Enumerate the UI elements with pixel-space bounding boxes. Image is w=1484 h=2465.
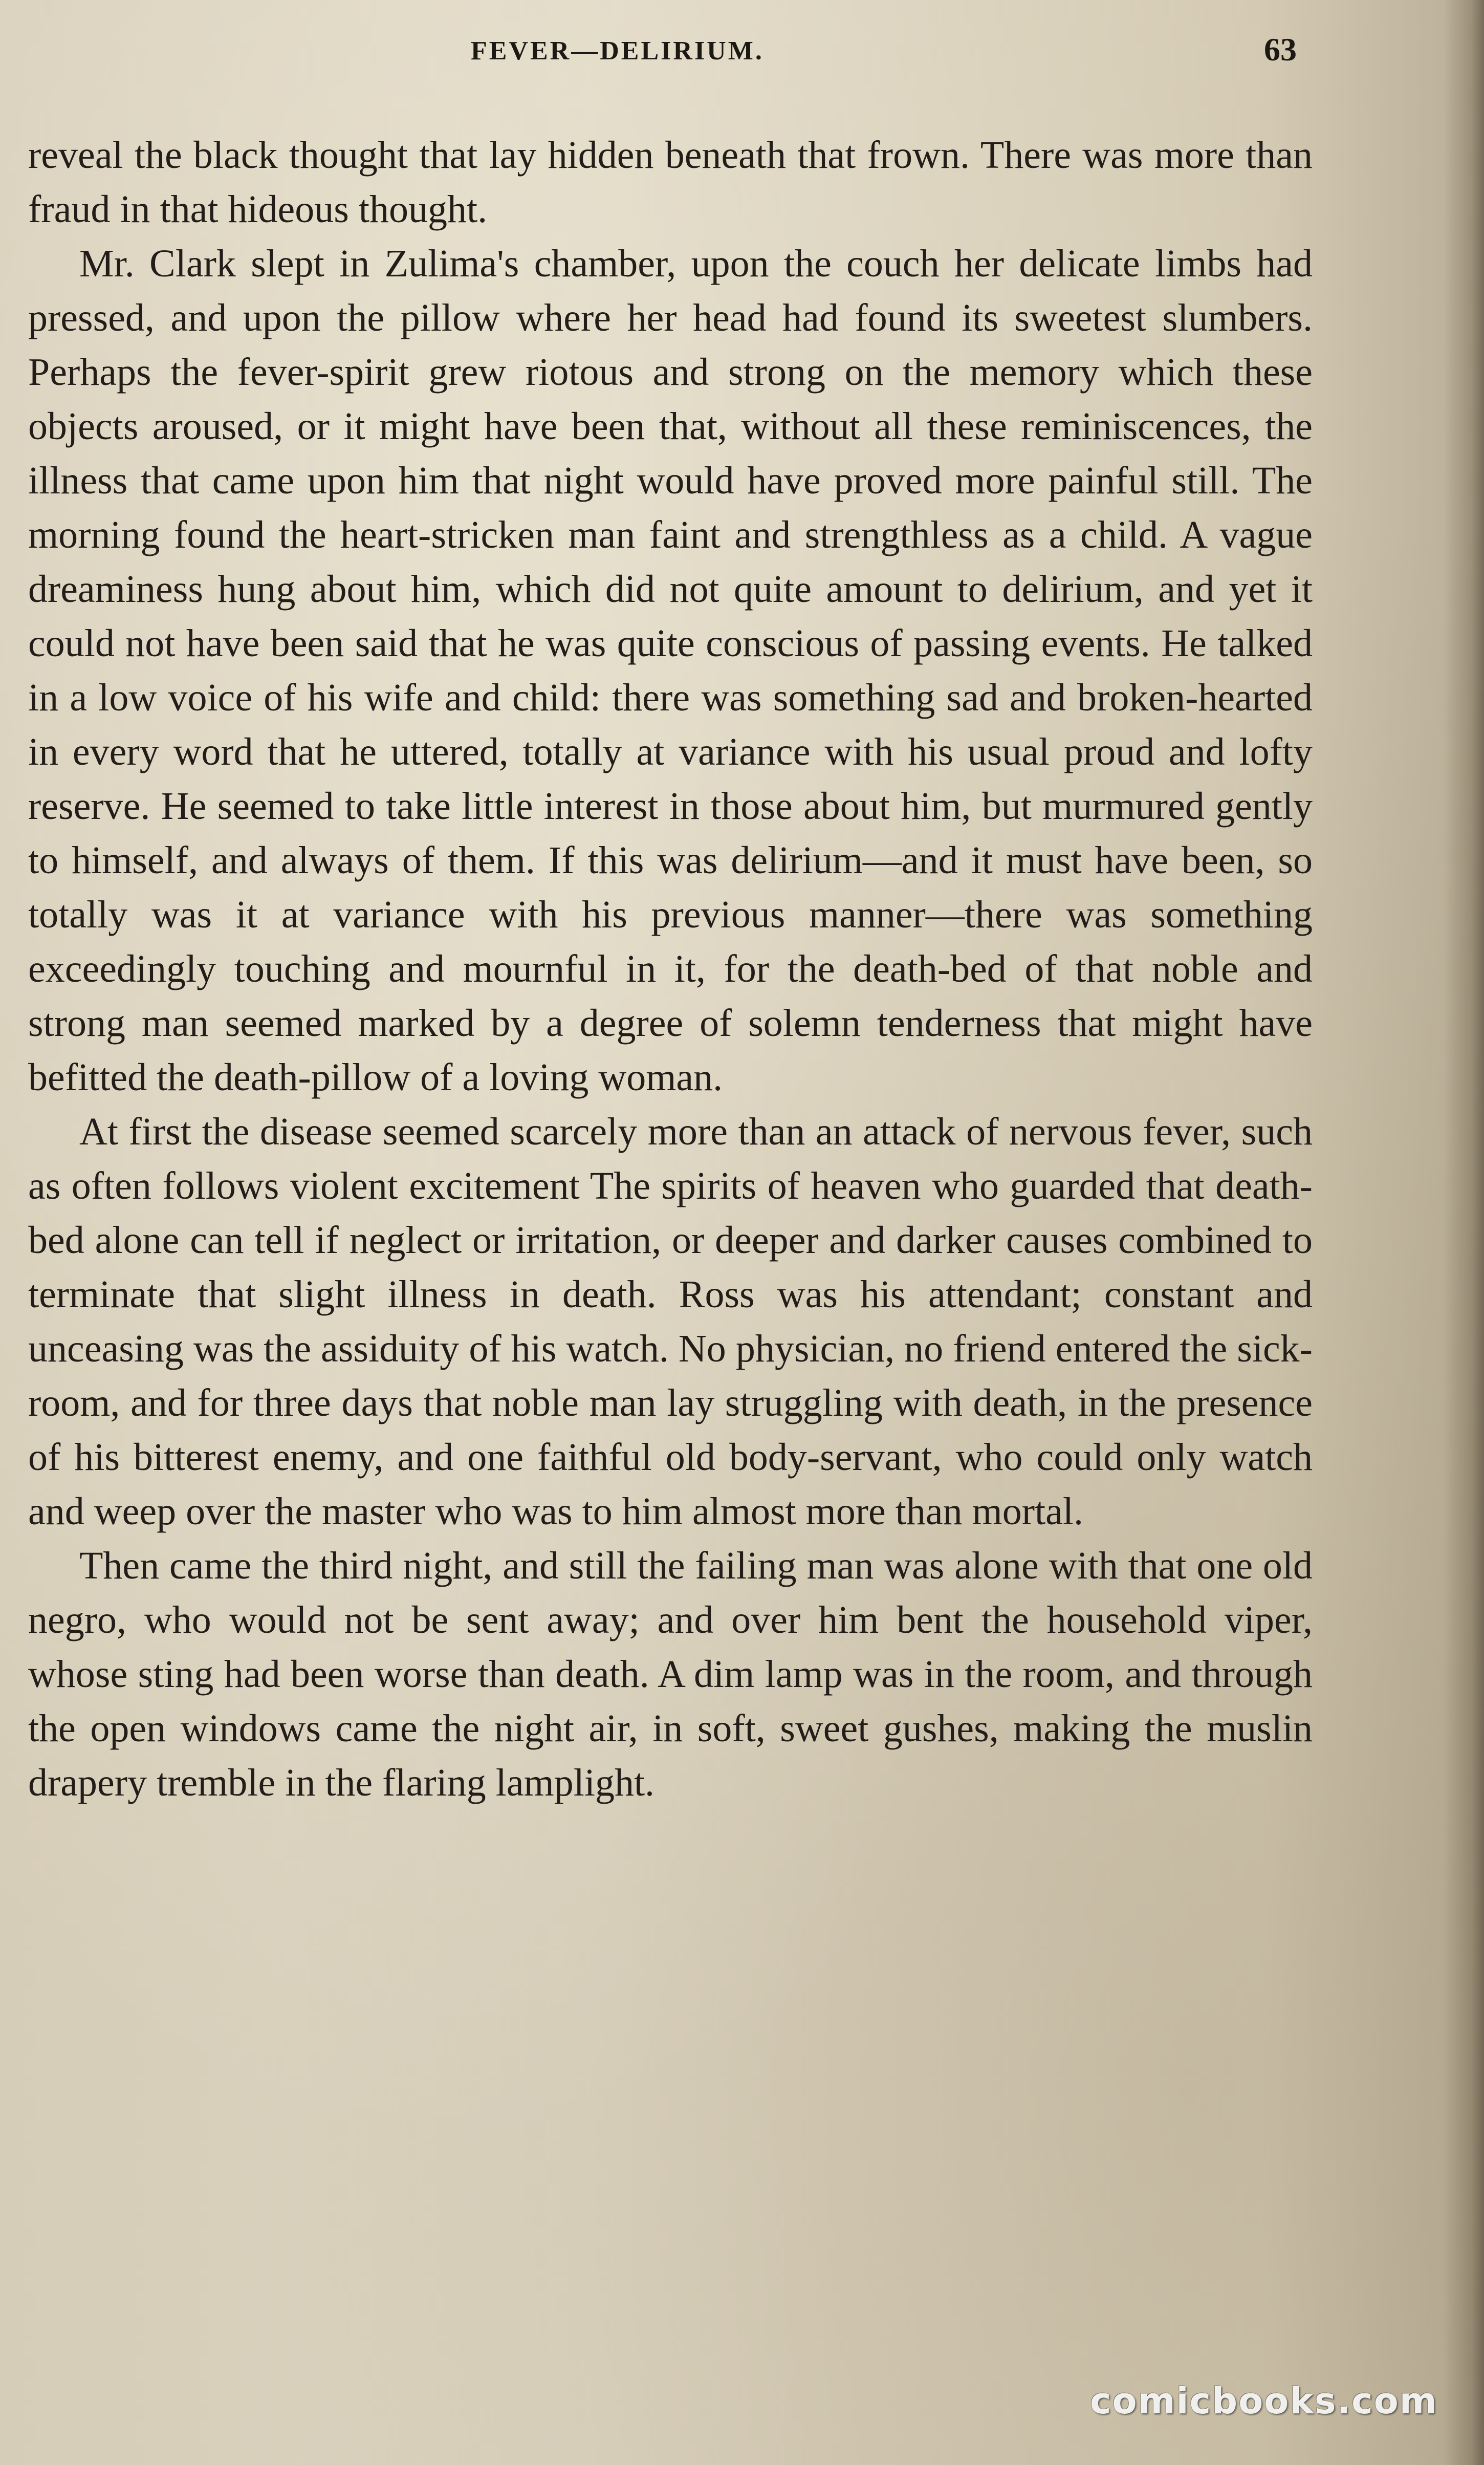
body-text xyxy=(28,128,1313,1810)
paragraph-continuation: reveal the black thought that lay hidden beneath that frown. There was more than fraud in that hideous thought. xyxy=(28,134,1313,231)
paragraph-third-night: Then came the third night, and still the failing man was alone with that one old negro, who would not be sent away; and over him bent the household viper, whose sting had been worse than death. A dim lamp was in the room, and through the open windows came the night air, in soft, sweet gushes, making the muslin drapery tremble in the flaring lamplight. xyxy=(28,1544,1313,1804)
page-edge-shadow xyxy=(1443,0,1484,2465)
page-number: 63 xyxy=(1264,31,1297,68)
paragraph-disease: At first the disease seemed scarcely more than an attack of nervous fever, such as often follows violent excitement The spirits of heaven who guarded that death-bed alone can tell if neglect or irritation, or deeper and darker causes combined to terminate that slight illness in death. Ross was his attendant; constant and unceasing was the assiduity of his watch. No physician, no friend entered the sick-room, and for three days that noble man lay struggling with death, in the presence of his bitterest enemy, and one faithful old body-servant, who could only watch and weep over the master who was to him almost more than mortal. xyxy=(28,1110,1313,1533)
paragraph-mr-clark: Mr. Clark slept in Zulima's chamber, upon the couch her delicate limbs had pressed, and upon the pillow where her head had found its sweetest slumbers. Perhaps the fever-spirit grew riotous and strong on the memory which these objects aroused, or it might have been that, without all these reminiscences, the illness that came upon him that night would have proved more painful still. The morning found the heart-stricken man faint and strengthless as a child. A vague dreaminess hung about him, which did not quite amount to delirium, and yet it could not have been said that he was quite conscious of passing events. He talked in a low voice of his wife and child: there was something sad and broken-hearted in every word that he uttered, totally at variance with his usual proud and lofty reserve. He seemed to take little interest in those about him, but murmured gently to himself, and always of them. If this was delirium—and it must have been, so totally was it at variance with his previous manner—there was something exceedingly touching and mournful in it, for the death-bed of that noble and strong man seemed marked by a degree of solemn tenderness that might have befitted the death-pillow of a loving woman. xyxy=(28,242,1313,1099)
running-title: FEVER—DELIRIUM. xyxy=(471,36,764,66)
site-watermark: comicbooks.com xyxy=(1090,2380,1438,2422)
page-header xyxy=(0,31,1484,87)
